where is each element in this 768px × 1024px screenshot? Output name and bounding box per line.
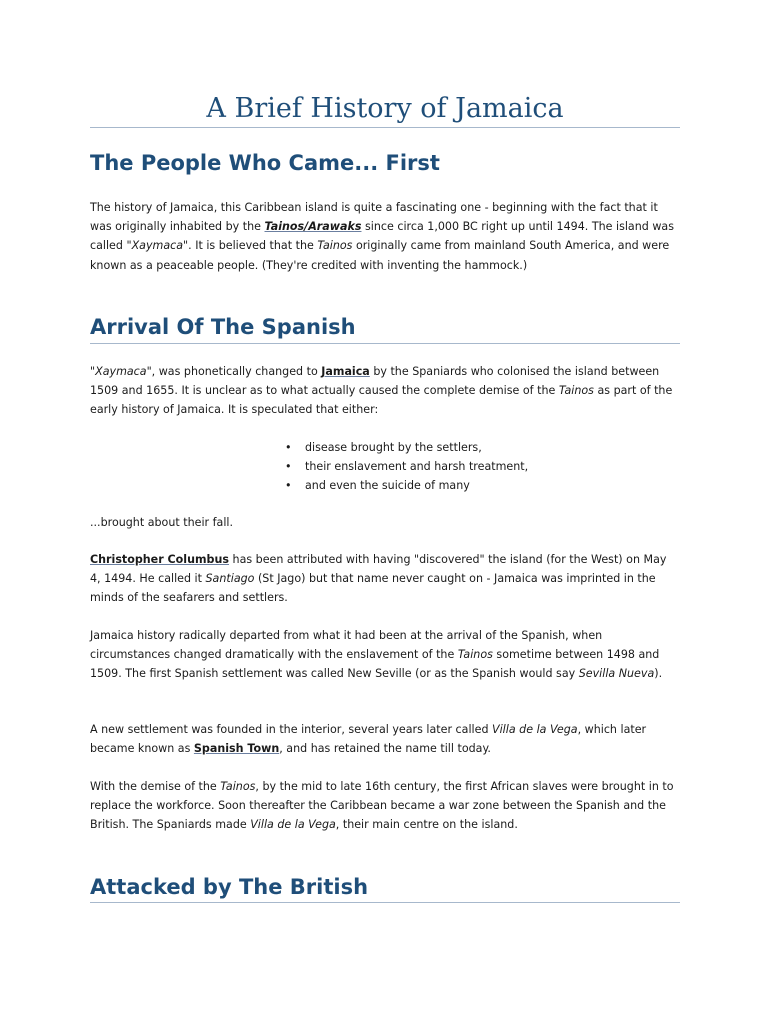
section-heading-spanish: Arrival Of The Spanish xyxy=(90,315,356,339)
paragraph-xaymaca: "Xaymaca", was phonetically changed to Jamaica by the Spaniards who colonised the island between 1509 and 1655. It is unclear as to what actually caused the complete demise of the Tainos as part of the early history of Jamaica. It is speculated that either: xyxy=(90,365,673,417)
paragraph-fall: ...brought about their fall. xyxy=(90,516,234,529)
bullet-list-causes xyxy=(285,438,528,496)
paragraph-columbus: Christopher Columbus has been attributed with having "discovered" the island (for the West) on May 4, 1494. He called it Santiago (St Jago) but that name never caught on - Jamaica was imprinted in the minds of the seafarers and settlers. xyxy=(90,553,667,605)
link-spanish-town[interactable]: Spanish Town xyxy=(193,742,280,756)
link-christopher-columbus[interactable]: Christopher Columbus xyxy=(90,553,230,566)
paragraph-departed: Jamaica history radically departed from what it had been at the arrival of the Spanish, when circumstances changed dramatically with the enslavement of the Tainos sometime between 1498 and 1509. The first Spanish settlement was called New Seville (or as the Spanish would say Sevilla Nueva). xyxy=(90,629,663,681)
section-heading-people: The People Who Came... First xyxy=(90,151,440,175)
title-divider xyxy=(90,127,680,128)
paragraph-history-intro: The history of Jamaica, this Caribbean island is quite a fascinating one - beginning with the fact that it was originally inhabited by the Tainos/Arawaks since circa 1,000 BC right up until 1494. The island was called "Xaymaca". It is believed that the Tainos originally came from mainland South America, and were known as a peaceable people. (They're credited with inventing the hammock.) xyxy=(90,201,674,272)
list-item: • their enslavement and harsh treatment, xyxy=(285,457,528,476)
link-tainos-arawaks[interactable]: Tainos/Arawaks xyxy=(264,220,362,234)
list-item: • and even the suicide of many xyxy=(285,476,528,495)
section-divider-spanish xyxy=(90,343,680,344)
document-title: A Brief History of Jamaica xyxy=(206,93,564,124)
section-heading-british: Attacked by The British xyxy=(90,875,369,899)
paragraph-demise: With the demise of the Tainos, by the mid to late 16th century, the first African slaves were brought in to replace the workforce. Soon thereafter the Caribbean became a war zone between the Spanish and the British. The Spaniards made Villa de la Vega, their main centre on the island. xyxy=(90,780,674,832)
list-item: • disease brought by the settlers, xyxy=(285,438,528,457)
section-divider-british xyxy=(90,902,680,903)
link-jamaica[interactable]: Jamaica xyxy=(321,365,370,378)
paragraph-settlement: A new settlement was founded in the interior, several years later called Villa de la Vega, which later became known as Spanish Town, and has retained the name till today. xyxy=(90,723,647,756)
